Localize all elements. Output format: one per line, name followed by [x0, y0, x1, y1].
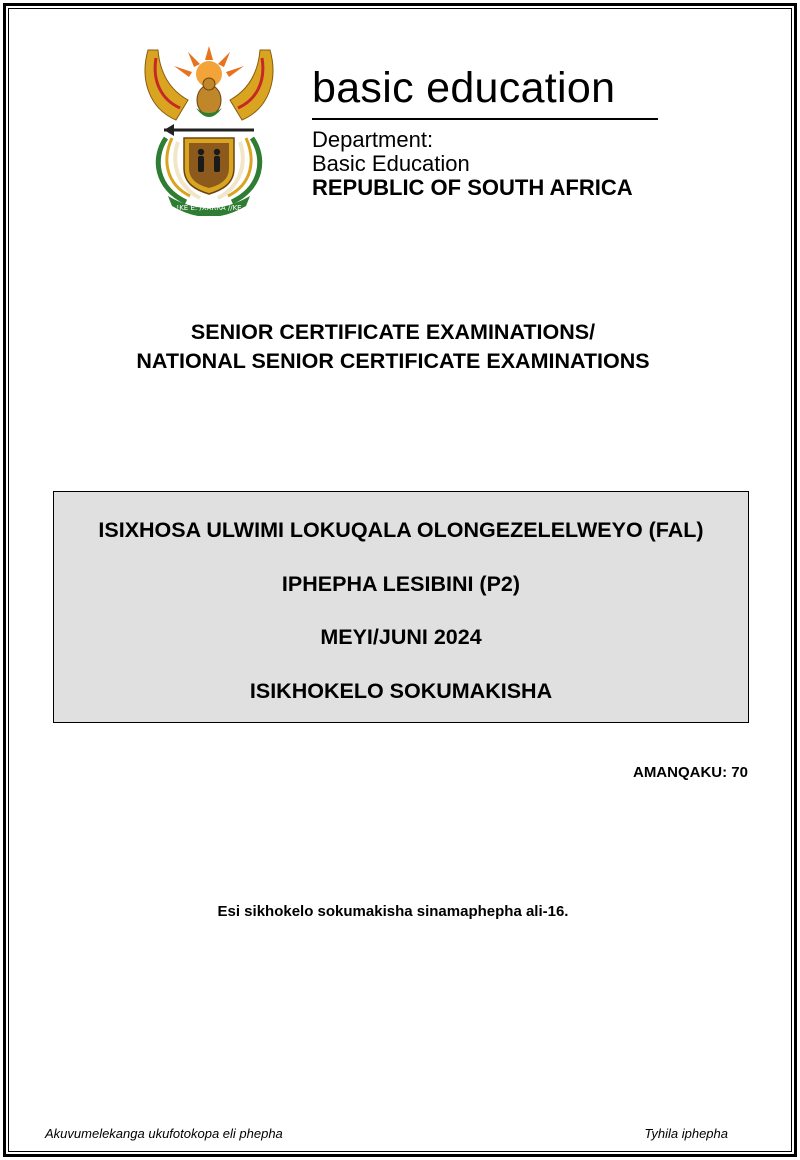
document-type: ISIKHOKELO SOKUMAKISHA: [249, 679, 553, 703]
copy-notice: Akuvumelekanga ukufotokopa eli phepha: [45, 1126, 283, 1141]
paper-info-box: [53, 491, 749, 723]
department-label: Department:: [312, 127, 434, 152]
country-name: REPUBLIC OF SOUTH AFRICA: [312, 175, 633, 200]
brand-title: basic education: [312, 64, 616, 112]
exam-heading-line-2: NATIONAL SENIOR CERTIFICATE EXAMINATIONS: [136, 349, 650, 373]
brand-divider: [312, 118, 658, 120]
subject-title: ISIXHOSA ULWIMI LOKUQALA OLONGEZELELWEYO (FAL): [98, 518, 704, 542]
exam-heading: [0, 318, 786, 376]
department-name: Basic Education: [312, 151, 470, 176]
page-count-note: Esi sikhokelo sokumakisha sinamaphepha ali-16.: [217, 903, 569, 920]
coat-of-arms-logo: [138, 38, 280, 216]
exam-heading-line-1: SENIOR CERTIFICATE EXAMINATIONS/: [190, 320, 596, 344]
total-marks: AMANQAKU: 70: [632, 764, 748, 781]
paper-number: IPHEPHA LESIBINI (P2): [281, 572, 521, 596]
turn-over-note: Tyhila iphepha: [644, 1126, 728, 1141]
crest-motto: !KE E: /XARRA //KE: [176, 204, 242, 212]
exam-session: MEYI/JUNI 2024: [320, 625, 482, 649]
